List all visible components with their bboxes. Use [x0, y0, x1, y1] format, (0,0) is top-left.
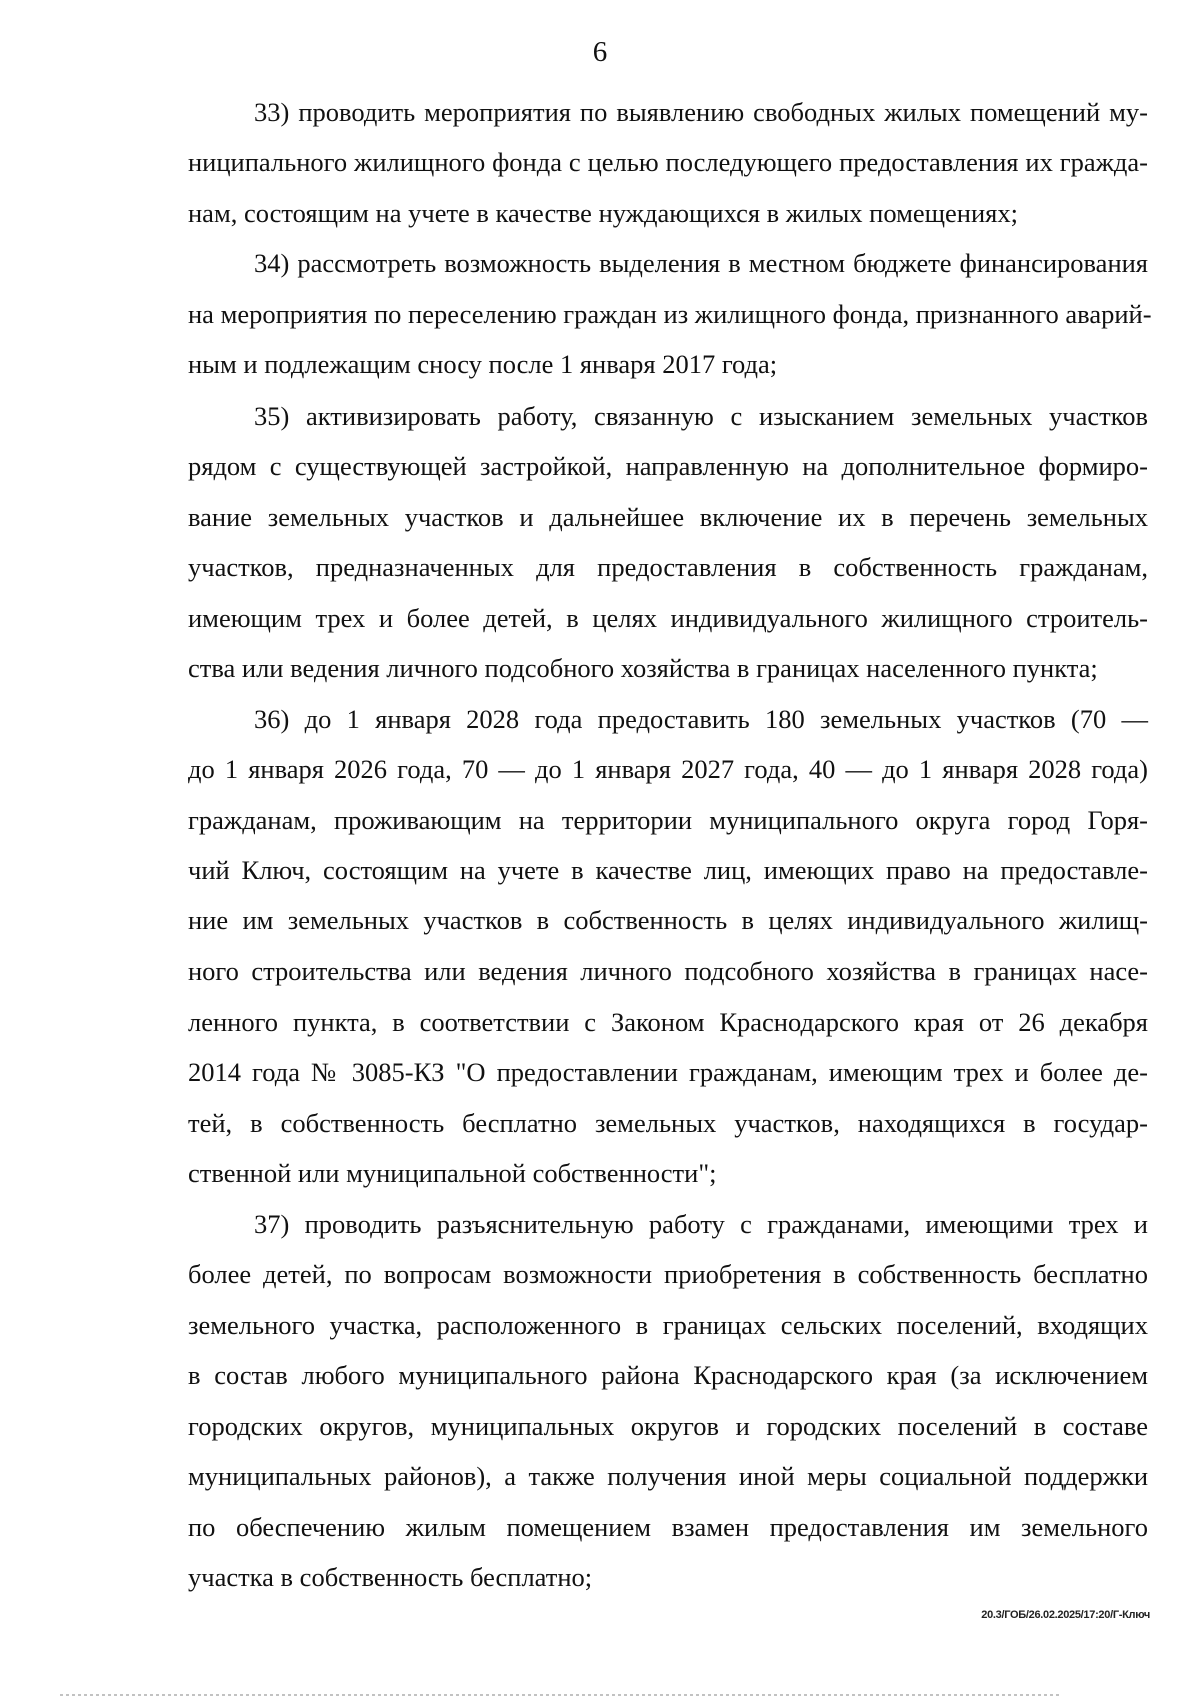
- text-line: более детей, по вопросам возможности приобретения в собственность бесплатно: [188, 1259, 1148, 1289]
- text-line: 35) активизировать работу, связанную с изысканием земельных участков: [254, 401, 1148, 431]
- text-line: в состав любого муниципального района Краснодарского края (за исключением: [188, 1360, 1148, 1390]
- text-line: ние им земельных участков в собственность в целях индивидуального жилищ-: [188, 905, 1148, 935]
- text-line: тей, в собственность бесплатно земельных участков, находящихся в государ-: [188, 1108, 1148, 1138]
- text-line: 37) проводить разъяснительную работу с гражданами, имеющими трех и: [254, 1209, 1148, 1239]
- text-line: до 1 января 2026 года, 70 — до 1 января 2027 года, 40 — до 1 января 2028 года): [188, 754, 1148, 784]
- text-line: нам, состоящим на учете в качестве нуждающихся в жилых помещениях;: [188, 198, 1018, 228]
- text-line: имеющим трех и более детей, в целях индивидуального жилищного строитель-: [188, 603, 1148, 633]
- text-line: на мероприятия по переселению граждан из жилищного фонда, признанного аварий-: [188, 299, 1152, 329]
- text-line: ным и подлежащим сносу после 1 января 2017 года;: [188, 349, 778, 379]
- text-line: ства или ведения личного подсобного хозяйства в границах населенного пункта;: [188, 653, 1098, 683]
- text-line: по обеспечению жилым помещением взамен предоставления им земельного: [188, 1512, 1148, 1542]
- text-line: вание земельных участков и дальнейшее включение их в перечень земельных: [188, 502, 1148, 532]
- text-line: гражданам, проживающим на территории муниципального округа город Горя-: [188, 805, 1148, 835]
- text-line: участков, предназначенных для предоставления в собственность гражданам,: [188, 552, 1148, 582]
- text-line: 36) до 1 января 2028 года предоставить 180 земельных участков (70 —: [254, 704, 1148, 734]
- text-line: ного строительства или ведения личного подсобного хозяйства в границах насе-: [188, 956, 1148, 986]
- text-line: ственной или муниципальной собственности";: [188, 1158, 717, 1188]
- text-line: 33) проводить мероприятия по выявлению свободных жилых помещений му-: [254, 97, 1148, 127]
- text-line: городских округов, муниципальных округов и городских поселений в составе: [188, 1411, 1148, 1441]
- text-line: ленного пункта, в соответствии с Законом Краснодарского края от 26 декабря: [188, 1007, 1148, 1037]
- text-line: чий Ключ, состоящим на учете в качестве лиц, имеющих право на предоставле-: [188, 855, 1148, 885]
- text-line: рядом с существующей застройкой, направленную на дополнительное формиро-: [188, 451, 1148, 481]
- text-line: ниципального жилищного фонда с целью последующего предоставления их гражда-: [188, 147, 1148, 177]
- page-number: 6: [592, 36, 608, 68]
- footer-document-code: 20.3/ГОБ/26.02.2025/17:20/Г-Ключ: [981, 1609, 1150, 1621]
- text-line: 34) рассмотреть возможность выделения в местном бюджете финансирования: [254, 248, 1148, 278]
- scan-edge-divider: [60, 1694, 1060, 1696]
- text-line: муниципальных районов), а также получения иной меры социальной поддержки: [188, 1461, 1148, 1491]
- text-line: 2014 года № 3085-КЗ "О предоставлении гражданам, имеющим трех и более де-: [188, 1057, 1148, 1087]
- text-line: участка в собственность бесплатно;: [188, 1562, 593, 1592]
- text-line: земельного участка, расположенного в границах сельских поселений, входящих: [188, 1310, 1148, 1340]
